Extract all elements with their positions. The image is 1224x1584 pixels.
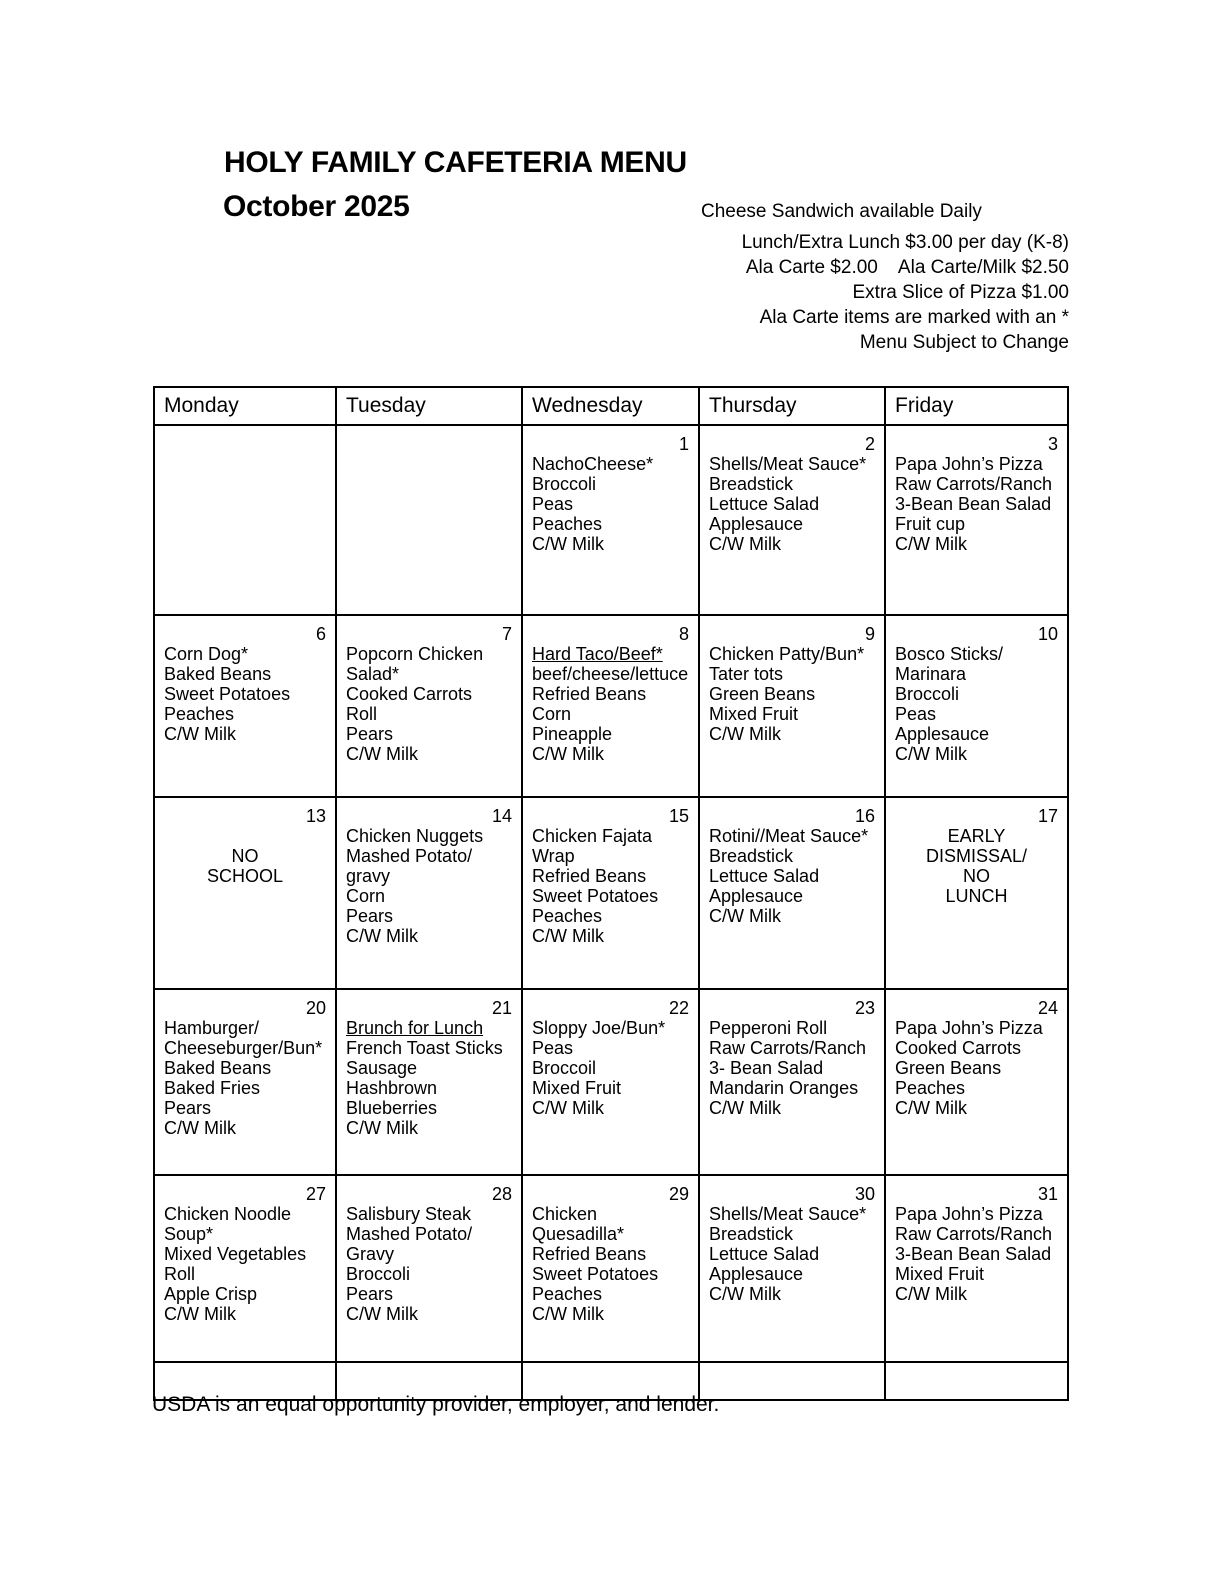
day-cell [336,615,522,797]
menu-item: Baked Beans [164,1058,272,1078]
menu-item: C/W Milk [164,724,236,744]
day-cell [885,989,1068,1175]
day-cell [699,1362,885,1400]
menu-item: Peaches [532,1284,603,1304]
menu-item: Baked Fries [164,1078,261,1098]
menu-item: Mixed Fruit [709,704,799,724]
day-number: 28 [491,1184,512,1204]
day-number: 2 [864,434,875,454]
menu-item: C/W Milk [532,1304,604,1324]
menu-item: Cooked Carrots [346,684,473,704]
menu-item: Mixed Fruit [895,1264,985,1284]
day-number: 3 [1047,434,1058,454]
menu-item: Salisbury Steak [346,1204,472,1224]
day-number: 29 [668,1184,689,1204]
notice-line: SCHOOL [206,866,284,886]
menu-item: Pears [346,1284,394,1304]
weekday-header: Tuesday [336,387,522,425]
day-number: 16 [854,806,875,826]
menu-item: Peaches [532,906,603,926]
menu-items [895,644,1003,764]
menu-item: Sweet Potatoes [164,684,291,704]
menu-item: Bosco Sticks/ [895,644,1004,664]
menu-item: Broccoli [895,684,960,704]
menu-item: C/W Milk [532,926,604,946]
menu-items [164,1204,306,1324]
menu-item: Corn [346,886,386,906]
day-number: 13 [305,806,326,826]
menu-item: Broccoli [346,1264,411,1284]
menu-item: Refried Beans [532,1244,647,1264]
menu-items [164,1018,322,1138]
menu-items [709,454,866,554]
weekday-header: Monday [154,387,336,425]
menu-items [709,1018,866,1118]
menu-items [895,1018,1043,1118]
day-cell [522,1175,699,1362]
menu-item: beef/cheese/lettuce [532,664,689,684]
menu-item: Raw Carrots/Ranch [895,1224,1053,1244]
notice-line: DISMISSAL/ [925,846,1028,866]
day-number: 20 [305,998,326,1018]
menu-item: NachoCheese* [532,454,654,474]
menu-item: C/W Milk [346,926,418,946]
menu-items [346,826,483,946]
menu-item: Papa John’s Pizza [895,454,1043,474]
day-cell [699,615,885,797]
menu-item: Broccoil [532,1058,597,1078]
menu-item: Soup* [164,1224,214,1244]
menu-item: Peas [895,704,937,724]
menu-item: Baked Beans [164,664,272,684]
menu-item: C/W Milk [895,534,967,554]
menu-item: C/W Milk [346,1118,418,1138]
day-number: 15 [668,806,689,826]
day-cell [336,989,522,1175]
menu-item: Applesauce [895,724,990,744]
menu-item: Applesauce [709,1264,804,1284]
week-row [154,1175,1068,1362]
day-cell [885,1175,1068,1362]
day-number: 6 [315,624,326,644]
notice-line: LUNCH [945,886,1008,906]
menu-item: Hamburger/ [164,1018,260,1038]
menu-item: Chicken Noodle [164,1204,292,1224]
menu-item: C/W Milk [164,1118,236,1138]
day-number: 17 [1037,806,1058,826]
day-notice [886,826,1067,906]
menu-item: Cheeseburger/Bun* [164,1038,323,1058]
change-note: Menu Subject to Change [859,332,1069,353]
menu-item: Peas [532,494,574,514]
usda-statement: USDA is an equal opportunity provider, employer, and lender. [152,1393,720,1416]
menu-item: C/W Milk [709,1284,781,1304]
menu-item: Corn Dog* [164,644,249,664]
day-number: 24 [1037,998,1058,1018]
menu-item: Cooked Carrots [895,1038,1022,1058]
menu-item: Tater tots [709,664,784,684]
menu-item: C/W Milk [346,1304,418,1324]
menu-item: Marinara [895,664,967,684]
day-notice [155,846,335,886]
day-number: 8 [678,624,689,644]
price-pizza: Extra Slice of Pizza $1.00 [852,282,1069,303]
menu-items [346,1204,472,1324]
day-cell [336,425,522,615]
menu-item: Lettuce Salad [709,1244,820,1264]
menu-item: Breadstick [709,846,794,866]
menu-item: Wrap [532,846,575,866]
day-number: 31 [1037,1184,1058,1204]
menu-item: Green Beans [709,684,816,704]
menu-item: Raw Carrots/Ranch [709,1038,867,1058]
day-cell [154,425,336,615]
menu-item: Roll [346,704,378,724]
menu-item: Chicken Patty/Bun* [709,644,865,664]
menu-items [709,644,864,744]
menu-calendar [153,386,1069,1401]
menu-items [895,1204,1052,1304]
day-cell [154,797,336,989]
day-cell [522,989,699,1175]
menu-item: Hashbrown [346,1078,438,1098]
day-number: 10 [1037,624,1058,644]
menu-item: Papa John’s Pizza [895,1204,1043,1224]
menu-items [709,1204,866,1304]
menu-item: Peaches [532,514,603,534]
menu-item: Hard Taco/Beef* [532,644,663,664]
day-number: 30 [854,1184,875,1204]
menu-item: Mandarin Oranges [709,1078,859,1098]
menu-items [532,826,658,946]
week-row [154,425,1068,615]
menu-item: C/W Milk [709,534,781,554]
menu-item: Brunch for Lunch [346,1018,484,1038]
menu-item: Shells/Meat Sauce* [709,1204,867,1224]
menu-item: Pears [346,724,394,744]
menu-item: Sweet Potatoes [532,886,659,906]
day-cell [154,615,336,797]
day-cell [336,1175,522,1362]
menu-item: Sausage [346,1058,418,1078]
menu-item: Roll [164,1264,196,1284]
menu-item: Raw Carrots/Ranch [895,474,1053,494]
menu-item: 3-Bean Bean Salad [895,494,1052,514]
day-number: 14 [491,806,512,826]
menu-item: Pineapple [532,724,613,744]
menu-item: French Toast Sticks [346,1038,503,1058]
menu-items [532,1204,658,1324]
alacarte-note: Ala Carte items are marked with an * [759,307,1069,328]
menu-items [346,1018,503,1138]
menu-item: C/W Milk [164,1304,236,1324]
menu-item: Pears [164,1098,212,1118]
menu-items [532,454,653,554]
menu-item: Salad* [346,664,400,684]
menu-item: Applesauce [709,514,804,534]
day-cell [699,797,885,989]
menu-item: Chicken Nuggets [346,826,484,846]
page-title: HOLY FAMILY CAFETERIA MENU [224,146,687,179]
day-cell [522,615,699,797]
cheese-note: Cheese Sandwich available Daily [701,201,982,222]
menu-item: C/W Milk [532,534,604,554]
menu-item: 3-Bean Bean Salad [895,1244,1052,1264]
menu-item: Broccoli [532,474,597,494]
menu-item: Apple Crisp [164,1284,258,1304]
menu-items [895,454,1052,554]
week-row [154,989,1068,1175]
day-number: 9 [864,624,875,644]
notice-line: NO [231,846,259,866]
menu-items [709,826,868,926]
day-number: 7 [501,624,512,644]
menu-item: Blueberries [346,1098,438,1118]
day-cell [885,1362,1068,1400]
menu-items [532,1018,665,1118]
day-cell [522,425,699,615]
menu-item: Fruit cup [895,514,966,534]
menu-item: C/W Milk [532,1098,604,1118]
menu-item: Green Beans [895,1058,1002,1078]
menu-item: Corn [532,704,572,724]
menu-item: Lettuce Salad [709,494,820,514]
menu-item: C/W Milk [532,744,604,764]
day-cell [336,797,522,989]
notice-line: NO [963,866,990,886]
menu-item: Mashed Potato/ [346,1224,473,1244]
menu-items [346,644,483,764]
notice-line: EARLY [947,826,1006,846]
menu-item: Mashed Potato/ [346,846,473,866]
menu-item: C/W Milk [895,1098,967,1118]
week-row [154,797,1068,989]
day-cell [154,989,336,1175]
day-cell [885,797,1068,989]
menu-items [164,644,290,744]
menu-item: C/W Milk [709,1098,781,1118]
day-cell [885,425,1068,615]
price-alacarte: Ala Carte $2.00 Ala Carte/Milk $2.50 [745,257,1069,278]
menu-item: Peaches [895,1078,966,1098]
menu-item: Rotini//Meat Sauce* [709,826,869,846]
day-number: 21 [491,998,512,1018]
menu-item: Sweet Potatoes [532,1264,659,1284]
menu-item: Popcorn Chicken [346,644,484,664]
day-cell [522,797,699,989]
menu-item: Mixed Vegetables [164,1244,307,1264]
menu-item: Chicken Fajata [532,826,653,846]
weekday-header-row [154,387,1068,425]
menu-item: Quesadilla* [532,1224,625,1244]
day-number: 23 [854,998,875,1018]
price-lunch: Lunch/Extra Lunch $3.00 per day (K-8) [741,232,1069,253]
day-cell [885,615,1068,797]
menu-item: Pepperoni Roll [709,1018,828,1038]
day-number: 1 [678,434,689,454]
menu-item: Breadstick [709,1224,794,1244]
weekday-header: Friday [885,387,1068,425]
menu-item: 3- Bean Salad [709,1058,824,1078]
menu-item: C/W Milk [709,724,781,744]
menu-item: Refried Beans [532,684,647,704]
menu-item: Sloppy Joe/Bun* [532,1018,666,1038]
menu-item: Breadstick [709,474,794,494]
menu-item: C/W Milk [346,744,418,764]
weekday-header: Wednesday [522,387,699,425]
day-cell [699,1175,885,1362]
menu-item: Lettuce Salad [709,866,820,886]
day-number: 22 [668,998,689,1018]
menu-item: C/W Milk [709,906,781,926]
menu-item: Gravy [346,1244,395,1264]
menu-item: Papa John’s Pizza [895,1018,1043,1038]
menu-item: Pears [346,906,394,926]
menu-item: Mixed Fruit [532,1078,622,1098]
week-row [154,615,1068,797]
day-number: 27 [305,1184,326,1204]
menu-item: gravy [346,866,391,886]
menu-items [532,644,688,764]
menu-item: Applesauce [709,886,804,906]
month-title: October 2025 [223,190,410,223]
menu-item: Peas [532,1038,574,1058]
menu-item: Shells/Meat Sauce* [709,454,867,474]
menu-item: Refried Beans [532,866,647,886]
day-cell [699,989,885,1175]
menu-item: C/W Milk [895,744,967,764]
menu-item: Peaches [164,704,235,724]
menu-item: Chicken [532,1204,598,1224]
menu-item: C/W Milk [895,1284,967,1304]
weekday-header: Thursday [699,387,885,425]
day-cell [699,425,885,615]
day-cell [154,1175,336,1362]
